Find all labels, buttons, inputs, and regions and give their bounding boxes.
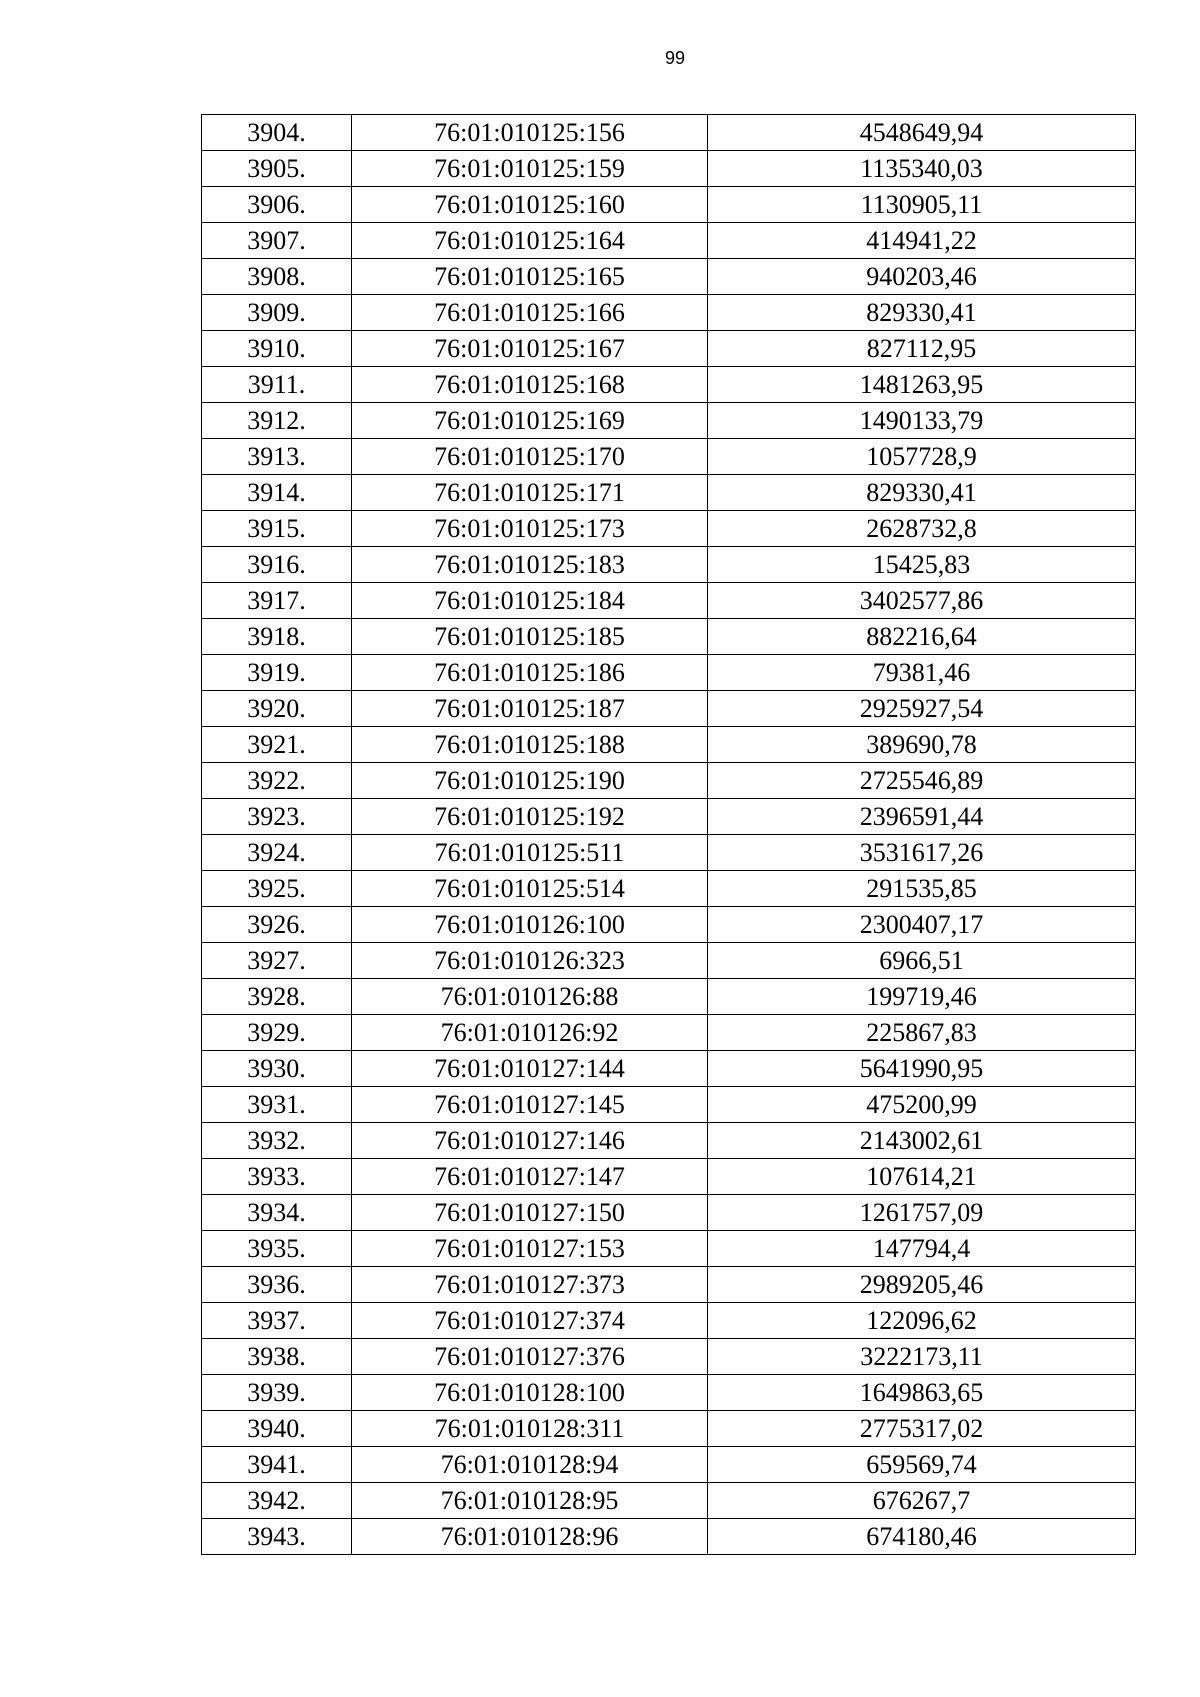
- row-number-cell: 3911.: [202, 367, 352, 403]
- cadastral-value-cell: 107614,21: [708, 1159, 1136, 1195]
- table-row: [202, 1375, 1136, 1411]
- cadastral-value-cell: 1057728,9: [708, 439, 1136, 475]
- table-row: [202, 1195, 1136, 1231]
- cadastral-number-cell: 76:01:010125:164: [352, 223, 708, 259]
- table-row: [202, 1483, 1136, 1519]
- cadastral-number-cell: 76:01:010128:100: [352, 1375, 708, 1411]
- table-row: [202, 835, 1136, 871]
- cadastral-value-cell: 829330,41: [708, 295, 1136, 331]
- cadastral-value-cell: 1261757,09: [708, 1195, 1136, 1231]
- cadastral-value-cell: 225867,83: [708, 1015, 1136, 1051]
- row-number-cell: 3929.: [202, 1015, 352, 1051]
- row-number-cell: 3943.: [202, 1519, 352, 1555]
- row-number-cell: 3916.: [202, 547, 352, 583]
- table-row: [202, 1231, 1136, 1267]
- cadastral-value-cell: 1490133,79: [708, 403, 1136, 439]
- cadastral-number-cell: 76:01:010126:323: [352, 943, 708, 979]
- table-row: [202, 331, 1136, 367]
- table-row: [202, 439, 1136, 475]
- row-number-cell: 3927.: [202, 943, 352, 979]
- cadastral-number-cell: 76:01:010125:190: [352, 763, 708, 799]
- cadastral-value-cell: 15425,83: [708, 547, 1136, 583]
- cadastral-value-cell: 3222173,11: [708, 1339, 1136, 1375]
- cadastral-number-cell: 76:01:010126:88: [352, 979, 708, 1015]
- row-number-cell: 3937.: [202, 1303, 352, 1339]
- cadastral-value-cell: 1649863,65: [708, 1375, 1136, 1411]
- cadastral-number-cell: 76:01:010127:145: [352, 1087, 708, 1123]
- page-number: 99: [664, 48, 686, 68]
- table-row: [202, 475, 1136, 511]
- cadastral-value-cell: 291535,85: [708, 871, 1136, 907]
- row-number-cell: 3917.: [202, 583, 352, 619]
- table-row: [202, 1411, 1136, 1447]
- table-row: [202, 1267, 1136, 1303]
- cadastral-number-cell: 76:01:010125:170: [352, 439, 708, 475]
- row-number-cell: 3935.: [202, 1231, 352, 1267]
- table-row: [202, 1051, 1136, 1087]
- cadastral-number-cell: 76:01:010125:167: [352, 331, 708, 367]
- row-number-cell: 3906.: [202, 187, 352, 223]
- cadastral-value-cell: 2300407,17: [708, 907, 1136, 943]
- row-number-cell: 3920.: [202, 691, 352, 727]
- cadastral-number-cell: 76:01:010127:373: [352, 1267, 708, 1303]
- row-number-cell: 3915.: [202, 511, 352, 547]
- table-row: [202, 259, 1136, 295]
- table-row: [202, 367, 1136, 403]
- row-number-cell: 3912.: [202, 403, 352, 439]
- row-number-cell: 3908.: [202, 259, 352, 295]
- table-row: [202, 1159, 1136, 1195]
- cadastral-number-cell: 76:01:010127:376: [352, 1339, 708, 1375]
- table-row: [202, 619, 1136, 655]
- cadastral-value-cell: 659569,74: [708, 1447, 1136, 1483]
- row-number-cell: 3922.: [202, 763, 352, 799]
- table-row: [202, 187, 1136, 223]
- cadastral-number-cell: 76:01:010128:96: [352, 1519, 708, 1555]
- cadastral-number-cell: 76:01:010125:187: [352, 691, 708, 727]
- cadastral-number-cell: 76:01:010125:156: [352, 115, 708, 151]
- table-row: [202, 1015, 1136, 1051]
- cadastral-number-cell: 76:01:010128:311: [352, 1411, 708, 1447]
- cadastral-value-cell: 122096,62: [708, 1303, 1136, 1339]
- cadastral-value-cell: 3402577,86: [708, 583, 1136, 619]
- table-row: [202, 907, 1136, 943]
- row-number-cell: 3924.: [202, 835, 352, 871]
- cadastral-value-cell: 1130905,11: [708, 187, 1136, 223]
- cadastral-number-cell: 76:01:010127:153: [352, 1231, 708, 1267]
- table-row: [202, 1447, 1136, 1483]
- table-row: [202, 295, 1136, 331]
- row-number-cell: 3934.: [202, 1195, 352, 1231]
- row-number-cell: 3909.: [202, 295, 352, 331]
- cadastral-value-cell: 2725546,89: [708, 763, 1136, 799]
- row-number-cell: 3918.: [202, 619, 352, 655]
- table-row: [202, 1519, 1136, 1555]
- cadastral-number-cell: 76:01:010125:166: [352, 295, 708, 331]
- row-number-cell: 3941.: [202, 1447, 352, 1483]
- cadastral-number-cell: 76:01:010126:100: [352, 907, 708, 943]
- cadastral-value-cell: 3531617,26: [708, 835, 1136, 871]
- row-number-cell: 3914.: [202, 475, 352, 511]
- table-row: [202, 979, 1136, 1015]
- cadastral-value-cell: 2989205,46: [708, 1267, 1136, 1303]
- cadastral-number-cell: 76:01:010125:184: [352, 583, 708, 619]
- cadastral-number-cell: 76:01:010125:185: [352, 619, 708, 655]
- cadastral-number-cell: 76:01:010125:169: [352, 403, 708, 439]
- row-number-cell: 3932.: [202, 1123, 352, 1159]
- cadastral-number-cell: 76:01:010125:171: [352, 475, 708, 511]
- table-row: [202, 1123, 1136, 1159]
- cadastral-value-cell: 1481263,95: [708, 367, 1136, 403]
- cadastral-number-cell: 76:01:010125:188: [352, 727, 708, 763]
- table-row: [202, 799, 1136, 835]
- table-row: [202, 943, 1136, 979]
- table-row: [202, 547, 1136, 583]
- cadastral-number-cell: 76:01:010125:183: [352, 547, 708, 583]
- cadastral-number-cell: 76:01:010126:92: [352, 1015, 708, 1051]
- cadastral-number-cell: 76:01:010125:168: [352, 367, 708, 403]
- cadastral-value-cell: 79381,46: [708, 655, 1136, 691]
- row-number-cell: 3926.: [202, 907, 352, 943]
- table-row: [202, 871, 1136, 907]
- row-number-cell: 3904.: [202, 115, 352, 151]
- row-number-cell: 3936.: [202, 1267, 352, 1303]
- row-number-cell: 3919.: [202, 655, 352, 691]
- row-number-cell: 3928.: [202, 979, 352, 1015]
- row-number-cell: 3910.: [202, 331, 352, 367]
- row-number-cell: 3913.: [202, 439, 352, 475]
- cadastral-number-cell: 76:01:010125:160: [352, 187, 708, 223]
- table-body: [202, 115, 1136, 1555]
- cadastral-number-cell: 76:01:010125:192: [352, 799, 708, 835]
- table-row: [202, 511, 1136, 547]
- table-row: [202, 691, 1136, 727]
- row-number-cell: 3931.: [202, 1087, 352, 1123]
- cadastral-value-cell: 6966,51: [708, 943, 1136, 979]
- cadastral-value-cell: 147794,4: [708, 1231, 1136, 1267]
- cadastral-number-cell: 76:01:010127:144: [352, 1051, 708, 1087]
- row-number-cell: 3907.: [202, 223, 352, 259]
- cadastral-number-cell: 76:01:010127:150: [352, 1195, 708, 1231]
- cadastral-number-cell: 76:01:010125:514: [352, 871, 708, 907]
- row-number-cell: 3939.: [202, 1375, 352, 1411]
- cadastral-number-cell: 76:01:010125:173: [352, 511, 708, 547]
- cadastral-number-cell: 76:01:010127:146: [352, 1123, 708, 1159]
- cadastral-value-cell: 1135340,03: [708, 151, 1136, 187]
- cadastral-value-cell: 475200,99: [708, 1087, 1136, 1123]
- cadastral-value-cell: 827112,95: [708, 331, 1136, 367]
- row-number-cell: 3923.: [202, 799, 352, 835]
- table-row: [202, 1303, 1136, 1339]
- cadastral-value-cell: 5641990,95: [708, 1051, 1136, 1087]
- cadastral-value-cell: 414941,22: [708, 223, 1136, 259]
- cadastral-value-cell: 940203,46: [708, 259, 1136, 295]
- table-row: [202, 583, 1136, 619]
- cadastral-value-cell: 199719,46: [708, 979, 1136, 1015]
- row-number-cell: 3905.: [202, 151, 352, 187]
- cadastral-value-cell: 389690,78: [708, 727, 1136, 763]
- cadastral-number-cell: 76:01:010125:511: [352, 835, 708, 871]
- cadastral-value-cell: 2925927,54: [708, 691, 1136, 727]
- table-row: [202, 1339, 1136, 1375]
- cadastral-value-cell: 2396591,44: [708, 799, 1136, 835]
- table-row: [202, 115, 1136, 151]
- cadastral-number-cell: 76:01:010125:186: [352, 655, 708, 691]
- cadastral-number-cell: 76:01:010125:165: [352, 259, 708, 295]
- row-number-cell: 3938.: [202, 1339, 352, 1375]
- cadastral-number-cell: 76:01:010128:94: [352, 1447, 708, 1483]
- cadastral-value-table: [201, 114, 1136, 1555]
- cadastral-value-cell: 2143002,61: [708, 1123, 1136, 1159]
- cadastral-number-cell: 76:01:010128:95: [352, 1483, 708, 1519]
- cadastral-value-cell: 4548649,94: [708, 115, 1136, 151]
- cadastral-number-cell: 76:01:010125:159: [352, 151, 708, 187]
- table-row: [202, 1087, 1136, 1123]
- table-row: [202, 403, 1136, 439]
- row-number-cell: 3925.: [202, 871, 352, 907]
- cadastral-value-cell: 882216,64: [708, 619, 1136, 655]
- cadastral-value-cell: 676267,7: [708, 1483, 1136, 1519]
- table-row: [202, 151, 1136, 187]
- row-number-cell: 3921.: [202, 727, 352, 763]
- row-number-cell: 3942.: [202, 1483, 352, 1519]
- row-number-cell: 3940.: [202, 1411, 352, 1447]
- cadastral-value-cell: 2775317,02: [708, 1411, 1136, 1447]
- cadastral-number-cell: 76:01:010127:147: [352, 1159, 708, 1195]
- cadastral-number-cell: 76:01:010127:374: [352, 1303, 708, 1339]
- table-row: [202, 763, 1136, 799]
- cadastral-value-cell: 2628732,8: [708, 511, 1136, 547]
- table-row: [202, 655, 1136, 691]
- cadastral-value-cell: 674180,46: [708, 1519, 1136, 1555]
- table-row: [202, 223, 1136, 259]
- cadastral-value-cell: 829330,41: [708, 475, 1136, 511]
- row-number-cell: 3933.: [202, 1159, 352, 1195]
- table-row: [202, 727, 1136, 763]
- row-number-cell: 3930.: [202, 1051, 352, 1087]
